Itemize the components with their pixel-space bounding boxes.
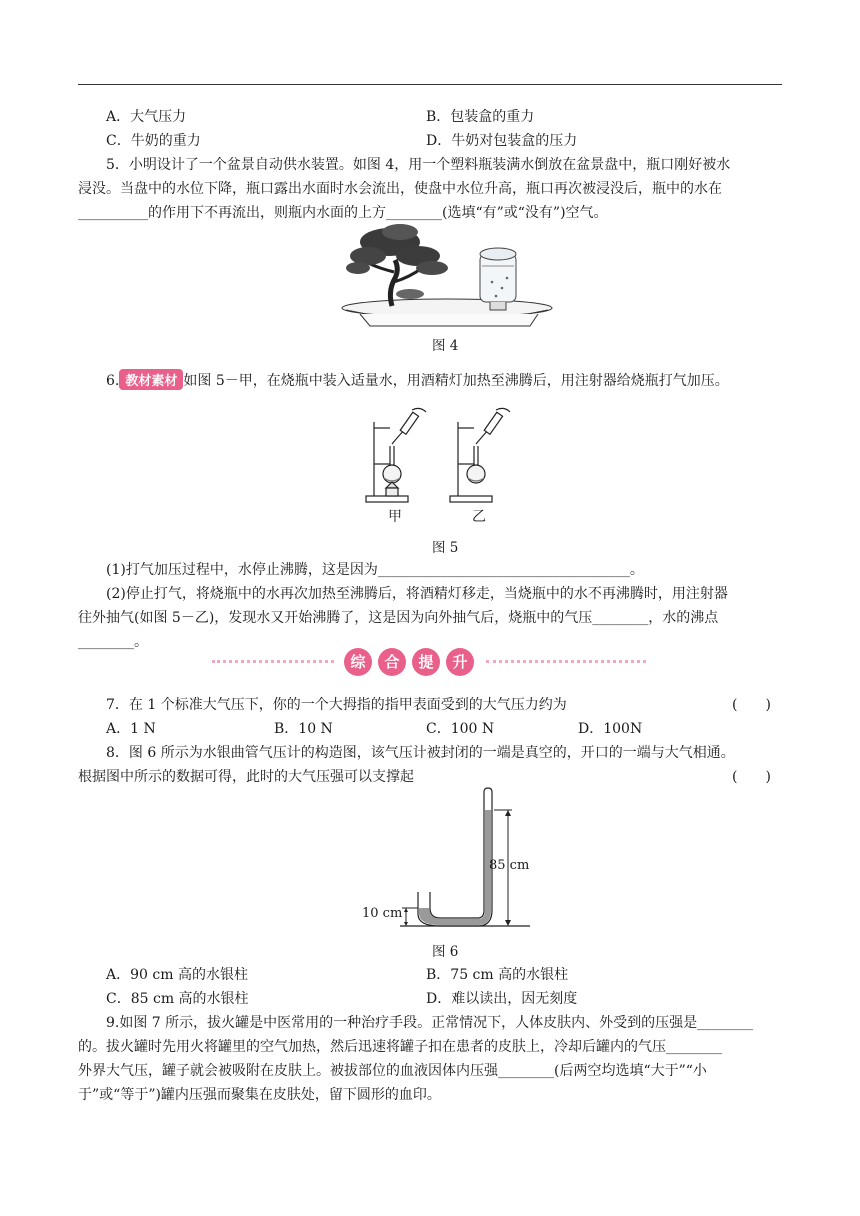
section-char-4: 升 xyxy=(446,648,474,676)
q5-line-3: __________的作用下不再流出，则瓶内水面的上方________(选填“有”或“没有”)空气。 xyxy=(78,205,608,221)
q6-line-1: 如图 5－甲，在烧瓶中装入适量水，用酒精灯加热至沸腾后，用注射器给烧瓶打气加压。 xyxy=(183,373,729,389)
label-jia: 甲 xyxy=(388,509,402,525)
q7-option-d: D．100N xyxy=(578,721,643,737)
figure-6-caption: 图 6 xyxy=(432,944,459,960)
q4-option-c: C．牛奶的重力 xyxy=(106,133,201,149)
q9-line-1: 9.如图 7 所示，拔火罐是中医常用的一种治疗手段。正常情况下，人体皮肤内、外受到的压强是________ xyxy=(106,1015,754,1031)
q4-option-d: D．牛奶对包装盒的压力 xyxy=(426,133,578,149)
q6-sub2-line2: 往外抽气(如图 5－乙)，发现水又开始沸腾了，这是因为向外抽气后，烧瓶中的气压________，水的沸点 xyxy=(78,610,719,626)
q7-stem: 7．在 1 个标准大气压下，你的一个大拇指的指甲表面受到的大气压力约为 xyxy=(106,697,567,713)
q6-number: 6. xyxy=(106,373,120,389)
section-char-1: 综 xyxy=(344,648,372,676)
q9-line-4: 于”或“等于”)罐内压强而聚集在皮肤处，留下圆形的血印。 xyxy=(78,1087,441,1103)
section-char-3: 提 xyxy=(412,648,440,676)
q8-option-a: A．90 cm 高的水银柱 xyxy=(106,967,248,983)
q5-line-2: 浸没。当盘中的水位下降，瓶口露出水面时水会流出，使盘中水位升高，瓶口再次被浸没后，瓶中的水在 xyxy=(78,181,722,197)
q6-stem xyxy=(106,369,729,390)
figure-4-caption: 图 4 xyxy=(432,338,459,354)
figure-5-caption: 图 5 xyxy=(432,540,459,556)
section-divider-left xyxy=(212,660,334,665)
section-char-2: 合 xyxy=(378,648,406,676)
q6-sub1: (1)打气加压过程中，水停止沸腾，这是因为____________________________________。 xyxy=(106,562,644,578)
q8-line-1: 8．图 6 所示为水银曲管气压计的构造图，该气压计被封闭的一端是真空的，开口的一端与大气相通。 xyxy=(106,745,735,761)
q4-option-b: B．包装盒的重力 xyxy=(426,109,535,125)
q8-option-d: D．难以读出，因无刻度 xyxy=(426,991,578,1007)
q7-option-b: B．10 N xyxy=(274,721,333,737)
label-yi: 乙 xyxy=(472,509,486,525)
label-85-cm: 85 cm xyxy=(489,858,530,873)
q4-option-a: A．大气压力 xyxy=(106,109,187,125)
q7-answer-paren: ( ) xyxy=(732,697,771,713)
q9-line-2: 的。拔火罐时先用火将罐里的空气加热，然后迅速将罐子扣在患者的皮肤上，冷却后罐内的气压________ xyxy=(78,1039,722,1055)
q7-option-c: C．100 N xyxy=(426,721,495,737)
bonsai-figure xyxy=(340,222,555,330)
q8-answer-paren: ( ) xyxy=(732,769,771,785)
top-rule xyxy=(78,84,782,85)
section-divider-right xyxy=(486,660,646,665)
textbook-material-badge: 教材素材 xyxy=(119,369,183,390)
label-10-cm: 10 cm xyxy=(362,906,403,921)
flask-figure xyxy=(362,402,512,504)
q8-option-c: C．85 cm 高的水银柱 xyxy=(106,991,249,1007)
q6-sub2-line3: ________。 xyxy=(78,634,148,650)
q6-sub2-line1: (2)停止打气，将烧瓶中的水再次加热至沸腾后，将酒精灯移走，当烧瓶中的水不再沸腾时，用注射器 xyxy=(106,586,728,602)
q8-option-b: B．75 cm 高的水银柱 xyxy=(426,967,569,983)
q5-line-1: 5．小明设计了一个盆景自动供水装置。如图 4，用一个塑料瓶装满水倒放在盆景盘中，瓶口刚好被水 xyxy=(106,157,731,173)
q9-line-3: 外界大气压，罐子就会被吸附在皮肤上。被拔部位的血液因体内压强________(后两空均选填“大于”“小 xyxy=(78,1063,707,1079)
q8-line-2: 根据图中所示的数据可得，此时的大气压强可以支撑起 xyxy=(78,769,414,785)
q7-option-a: A．1 N xyxy=(106,721,156,737)
